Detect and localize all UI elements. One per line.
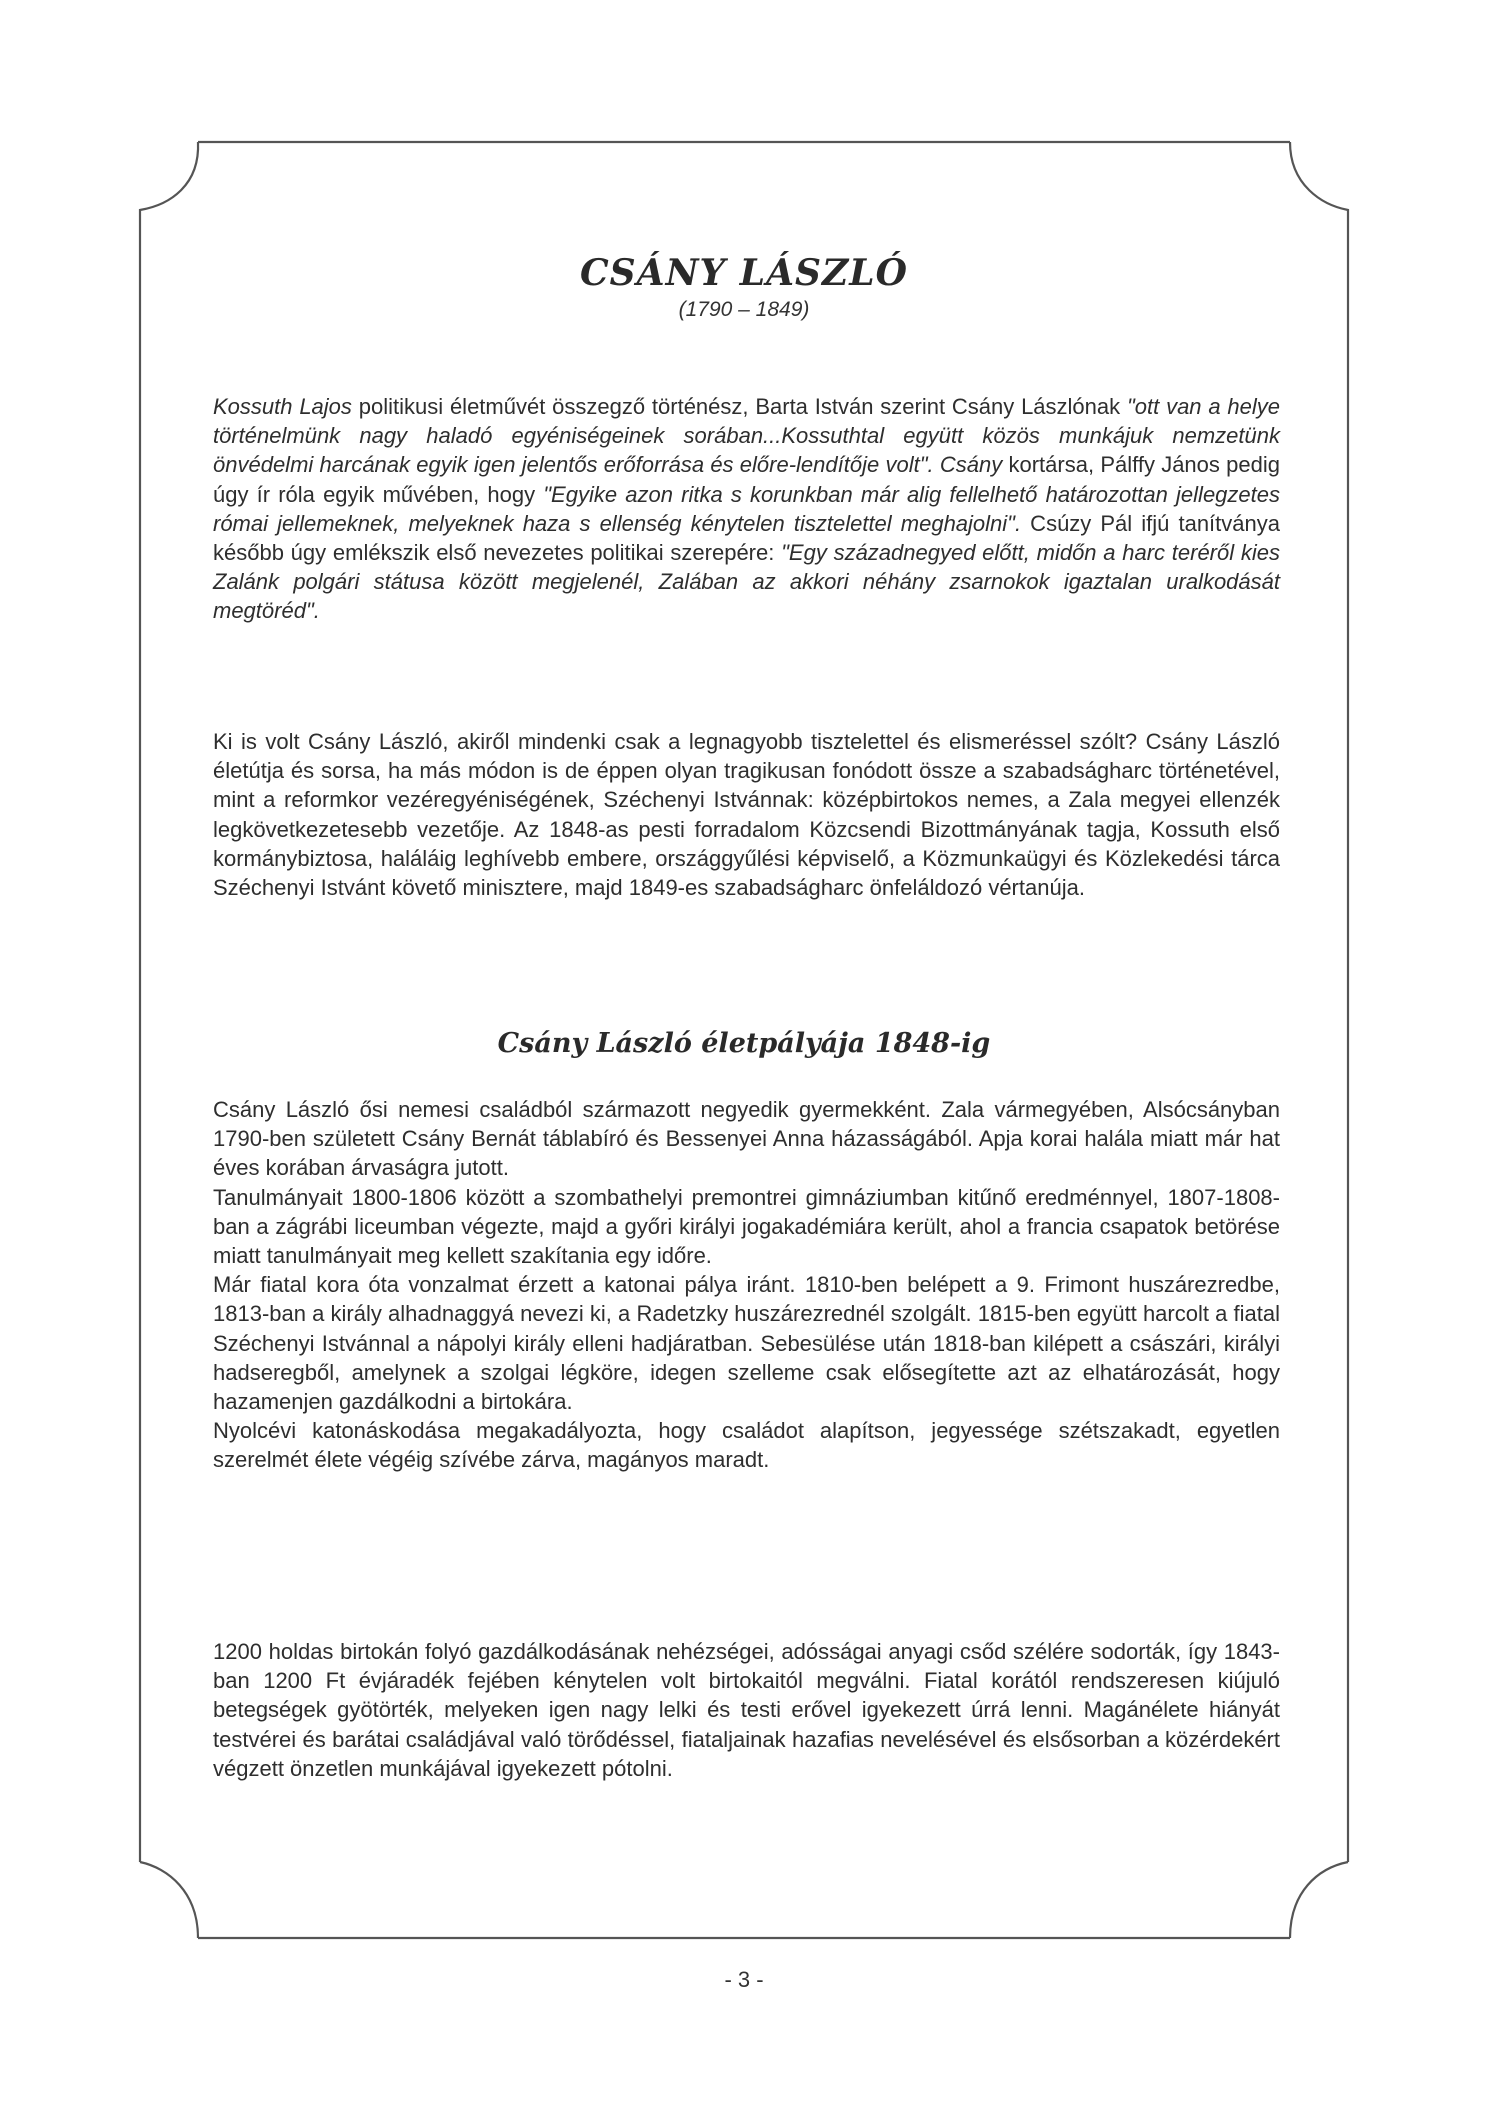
intro-quote-csuzy: "Egy századnegyed előtt, midőn a harc teréről kies Zalánk polgári státusa között megjelenél, Zalában az akkori néhány zsarnokok igaztalan uralkodását megtöréd". <box>213 540 1280 624</box>
intro-text-2: kortársa, Pálffy János pedig úgy ír róla egyik művében, hogy <box>213 452 1280 507</box>
intro-text-1: politikusi életművét összegző történész, Barta István szerint Csány Lászlónak <box>351 394 1127 419</box>
who-was-paragraph <box>213 727 1280 902</box>
life-dates: (1790 – 1849) <box>678 298 810 321</box>
intro-paragraph <box>213 392 1280 626</box>
estate-paragraph <box>213 1637 1280 1783</box>
career-paragraph-3: Már fiatal kora óta vonzalmat érzett a katonai pálya iránt. 1810-ben belépett a 9. Frimont huszárezredbe, 1813-ban a király alhadnaggyá nevezi ki, a Radetzky huszárezrednél szolgált. 1815-ben együtt harcolt a fiatal Széchenyi Istvánnal a nápolyi király elleni hadjáratban. Sebesülése után 1818-ban kilépett a császári, királyi hadseregből, amelynek a szolgai légköre, idegen szelleme csak elősegítette azt az elhatározását, hogy hazamenjen gazdálkodni a birtokára. <box>213 1272 1280 1415</box>
intro-text-3: Csúzy Pál ifjú tanítványa később úgy emlékszik első nevezetes politikai szerepére: <box>213 510 1280 566</box>
intro-name-italic: Kossuth Lajos <box>213 394 352 419</box>
career-paragraph-4: Nyolcévi katonáskodása megakadályozta, hogy családot alapítson, jegyessége szétszakadt, egyetlen szerelmét élete végéig szívébe zárva, magányos maradt. <box>213 1418 1280 1473</box>
career-paragraph-2: Tanulmányait 1800-1806 között a szombathelyi premontrei gimnáziumban kitűnő eredménnyel, 1807-1808-ban a zágrábi liceumban végezte, majd a győri királyi jogakadémiára került, ahol a francia csapatok betörése miatt tanulmányait meg kellett szakítania egy időre. <box>213 1184 1280 1269</box>
career-section <box>213 1095 1280 1475</box>
career-paragraph-1: Csány László ősi nemesi családból származott negyedik gyermekként. Zala vármegyében, Alsócsányban 1790-ben született Csány Bernát táblabíró és Bessenyei Anna házasságából. Apja korai halála miatt már hat éves korában árvaságra jutott. <box>213 1097 1280 1181</box>
intro-quote-palffy: "Egyike azon ritka s korunkban már alig fellelhető határozottan jellegzetes római jellemeknek, melyeknek haza s ellenség kénytelen tisztelettel meghajolni". <box>213 481 1281 536</box>
page-number: - 3 - <box>724 1967 764 1992</box>
page-title: CSÁNY LÁSZLÓ <box>580 252 908 294</box>
estate-text: 1200 holdas birtokán folyó gazdálkodásának nehézségei, adósságai anyagi csőd szélére sodorták, így 1843-ban 1200 Ft évjáradék fejében kénytelen volt birtokaitól megválni. Fiatal korától rendszeresen kiújuló betegségek gyötörték, melyeken igen nagy lelki és testi erővel igyekezett úrrá lenni. Magánélete hiányát testvérei és barátai családjával való törődéssel, fiataljainak hazafias nevelésével és elsősorban a közérdekért végzett önzetlen munkájával igyekezett pótolni. <box>213 1639 1280 1781</box>
intro-quote-barta: "ott van a helye történelmünk nagy haladó egyéniségeinek sorában...Kossuthtal együtt közös munkájuk nemzetünk önvédelmi harcának egyik igen jelentős erőforrása és előre-lendítője volt". <box>213 394 1281 478</box>
section-heading: Csány László életpályája 1848-ig <box>497 1028 991 1059</box>
intro-csany-italic: Csány <box>933 452 1003 478</box>
who-was-text: Ki is volt Csány László, akiről mindenki csak a legnagyobb tisztelettel és elismeréssel szólt? Csány László életútja és sorsa, ha más módon is de éppen olyan tragikusan fonódott össze a szabadságharc történetével, mint a reformkor vezéregyéniségének, Széchenyi Istvánnak: középbirtokos nemes, a Zala megyei ellenzék legkövetkezetesebb vezetője. Az 1848-as pesti forradalom Közcsendi Bizottmányának tagja, Kossuth első kormánybiztosa, haláláig leghívebb embere, országgyűlési képviselő, a Közmunkaügyi és Közlekedési tárca Széchenyi Istvánt követő minisztere, majd 1849-es szabadságharc önfeláldozó vértanúja. <box>213 729 1280 901</box>
